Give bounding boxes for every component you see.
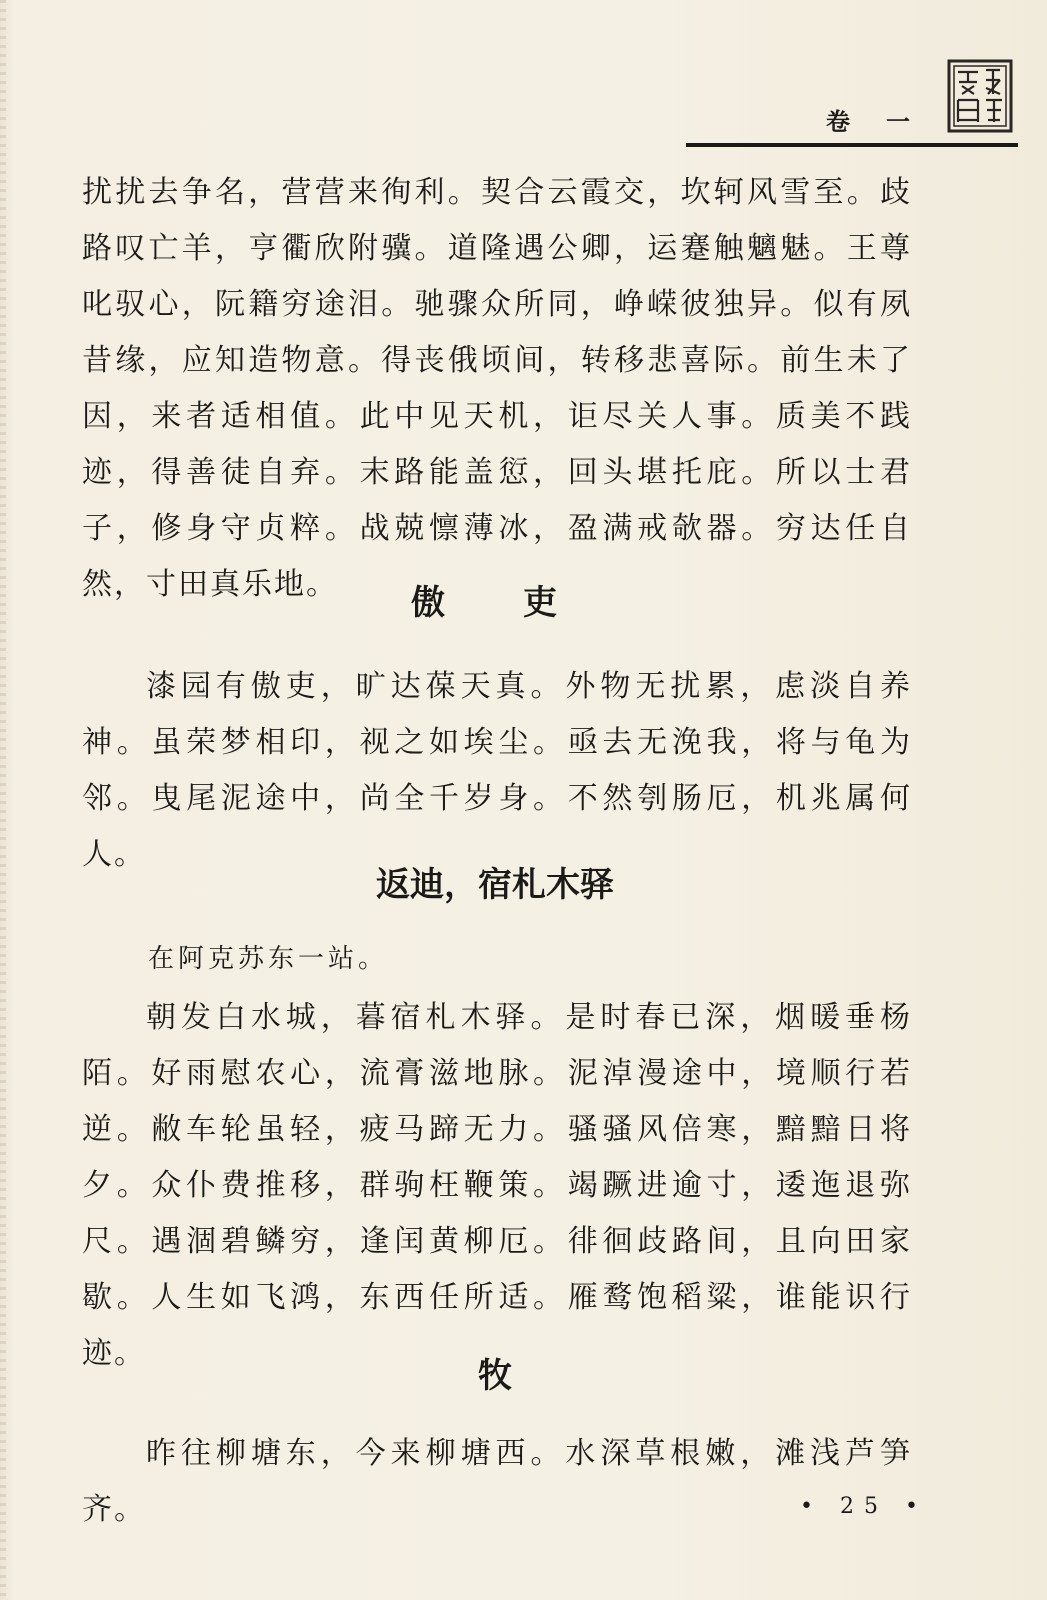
poem-paragraph: 扰扰去争名，营营来徇利。契合云霞交，坎轲风雪至。歧路叹亡羊，亨衢欣附骥。道隆遇公卿，运蹇触魑魅。王尊叱驭心，阮籍穷途泪。驰骤众所同，峥嵘彼独异。似有夙昔缘，应知造物意。得丧俄顷间，转移悲喜际。前生未了因，来者适相值。此中见天机，讵尽关人事。质美不践迹，得善徒自弃。末路能盖愆，回头堪托庇。所以士君子，修身守贞粹。战兢懔薄冰，盈满戒欹器。穷达任自然，寸田真乐地。 bbox=[82, 175, 912, 602]
running-header: 卷 一 bbox=[826, 108, 916, 136]
poem-paragraph: 昨往柳塘东，今来柳塘西。水深草根嫩，滩浅芦笋齐。 bbox=[82, 1436, 912, 1527]
page-number: • 25 • bbox=[800, 1494, 928, 1519]
seal-stamp-icon bbox=[946, 58, 1014, 134]
section-title: 牧 bbox=[478, 1356, 512, 1396]
poem-paragraph: 朝发白水城，暮宿札木驿。是时春已深，烟暖垂杨陌。好雨慰农心，流膏滋地脉。泥淖漫途中，境顺行若逆。敝车轮虽轻，疲马蹄无力。骚骚风倍寒，黯黯日将夕。众仆费推移，群驹枉鞭策。竭蹶进逾寸，逶迤退弥尺。遇涸碧鳞穷，逢闰黄柳厄。徘徊歧路间，且向田家歇。人生如飞鸿，东西任所适。雁鹜饱稻粱，谁能识行迹。 bbox=[82, 1000, 912, 1371]
section-title: 傲 吏 bbox=[411, 583, 579, 623]
section-title: 返迪，宿札木驿 bbox=[376, 865, 614, 905]
header-rule bbox=[686, 143, 1018, 147]
section-note: 在阿克苏东一站。 bbox=[148, 944, 389, 974]
poem-paragraph: 漆园有傲吏，旷达葆天真。外物无扰累，虑淡自养神。虽荣梦相印，视之如埃尘。亟去无浼我，将与龟为邻。曳尾泥途中，尚全千岁身。不然刳肠厄，机兆属何人。 bbox=[82, 669, 912, 872]
